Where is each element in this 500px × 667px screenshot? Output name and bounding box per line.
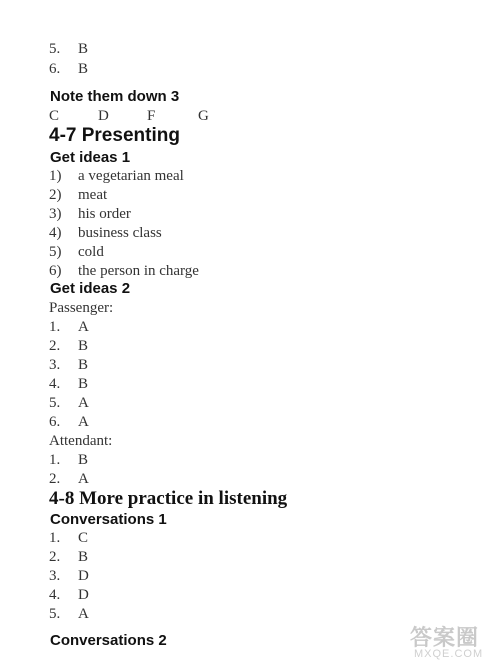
list-item: 4. B bbox=[49, 376, 89, 392]
list-item: 2. B bbox=[49, 549, 89, 565]
list-item: 1) a vegetarian meal bbox=[49, 168, 184, 184]
section-title-4-7: 4-7 Presenting bbox=[49, 125, 180, 146]
list-item: 1. B bbox=[49, 452, 89, 468]
list-item: 5. A bbox=[49, 606, 89, 622]
list-item: 4) business class bbox=[49, 225, 162, 241]
list-item: 5. A bbox=[49, 395, 89, 411]
answer-key-page: 5. B 6. B Note them down 3 C D F G 4-7 Presenting Get ideas 1 1) a vegetarian meal 2) meat 3) his order 4) business class 5) cold 6) the person in charge Get ideas 2 Passenger: 1. A 2. B 3. B 4. B 5. A 6. A Attendant: 1. B 2. A 4-8 More practice in listening Conversations 1 1. C 2. B 3. D 4. D 5. A Conversations 2 答案圈 MXQE.COM bbox=[0, 0, 500, 667]
list-item: 2. A bbox=[49, 471, 89, 487]
passenger-label: Passenger: bbox=[49, 300, 114, 316]
watermark-text: 答案圈 bbox=[410, 625, 480, 650]
conversations-1-heading: Conversations 1 bbox=[50, 511, 167, 528]
list-item: 5. B bbox=[49, 41, 89, 57]
conversations-2-heading: Conversations 2 bbox=[50, 632, 167, 649]
note-them-down-heading: Note them down 3 bbox=[50, 88, 180, 105]
list-item: 3) his order bbox=[49, 206, 131, 222]
watermark-url: MXQE.COM bbox=[414, 648, 484, 660]
list-item: 2. B bbox=[49, 338, 89, 354]
list-item: 6. B bbox=[49, 61, 89, 77]
list-item: 1. C bbox=[49, 530, 89, 546]
list-item: 5) cold bbox=[49, 244, 104, 260]
list-item: 6) the person in charge bbox=[49, 263, 199, 279]
list-item: 3. D bbox=[49, 568, 89, 584]
section-title-4-8: 4-8 More practice in listening bbox=[49, 488, 288, 509]
list-item: 2) meat bbox=[49, 187, 108, 203]
list-item: 1. A bbox=[49, 319, 89, 335]
list-item: 4. D bbox=[49, 587, 89, 603]
attendant-label: Attendant: bbox=[49, 433, 113, 449]
watermark-logo bbox=[404, 621, 496, 665]
get-ideas-2-heading: Get ideas 2 bbox=[50, 280, 131, 297]
get-ideas-1-heading: Get ideas 1 bbox=[50, 149, 131, 166]
list-item: 6. A bbox=[49, 414, 89, 430]
list-item: 3. B bbox=[49, 357, 89, 373]
